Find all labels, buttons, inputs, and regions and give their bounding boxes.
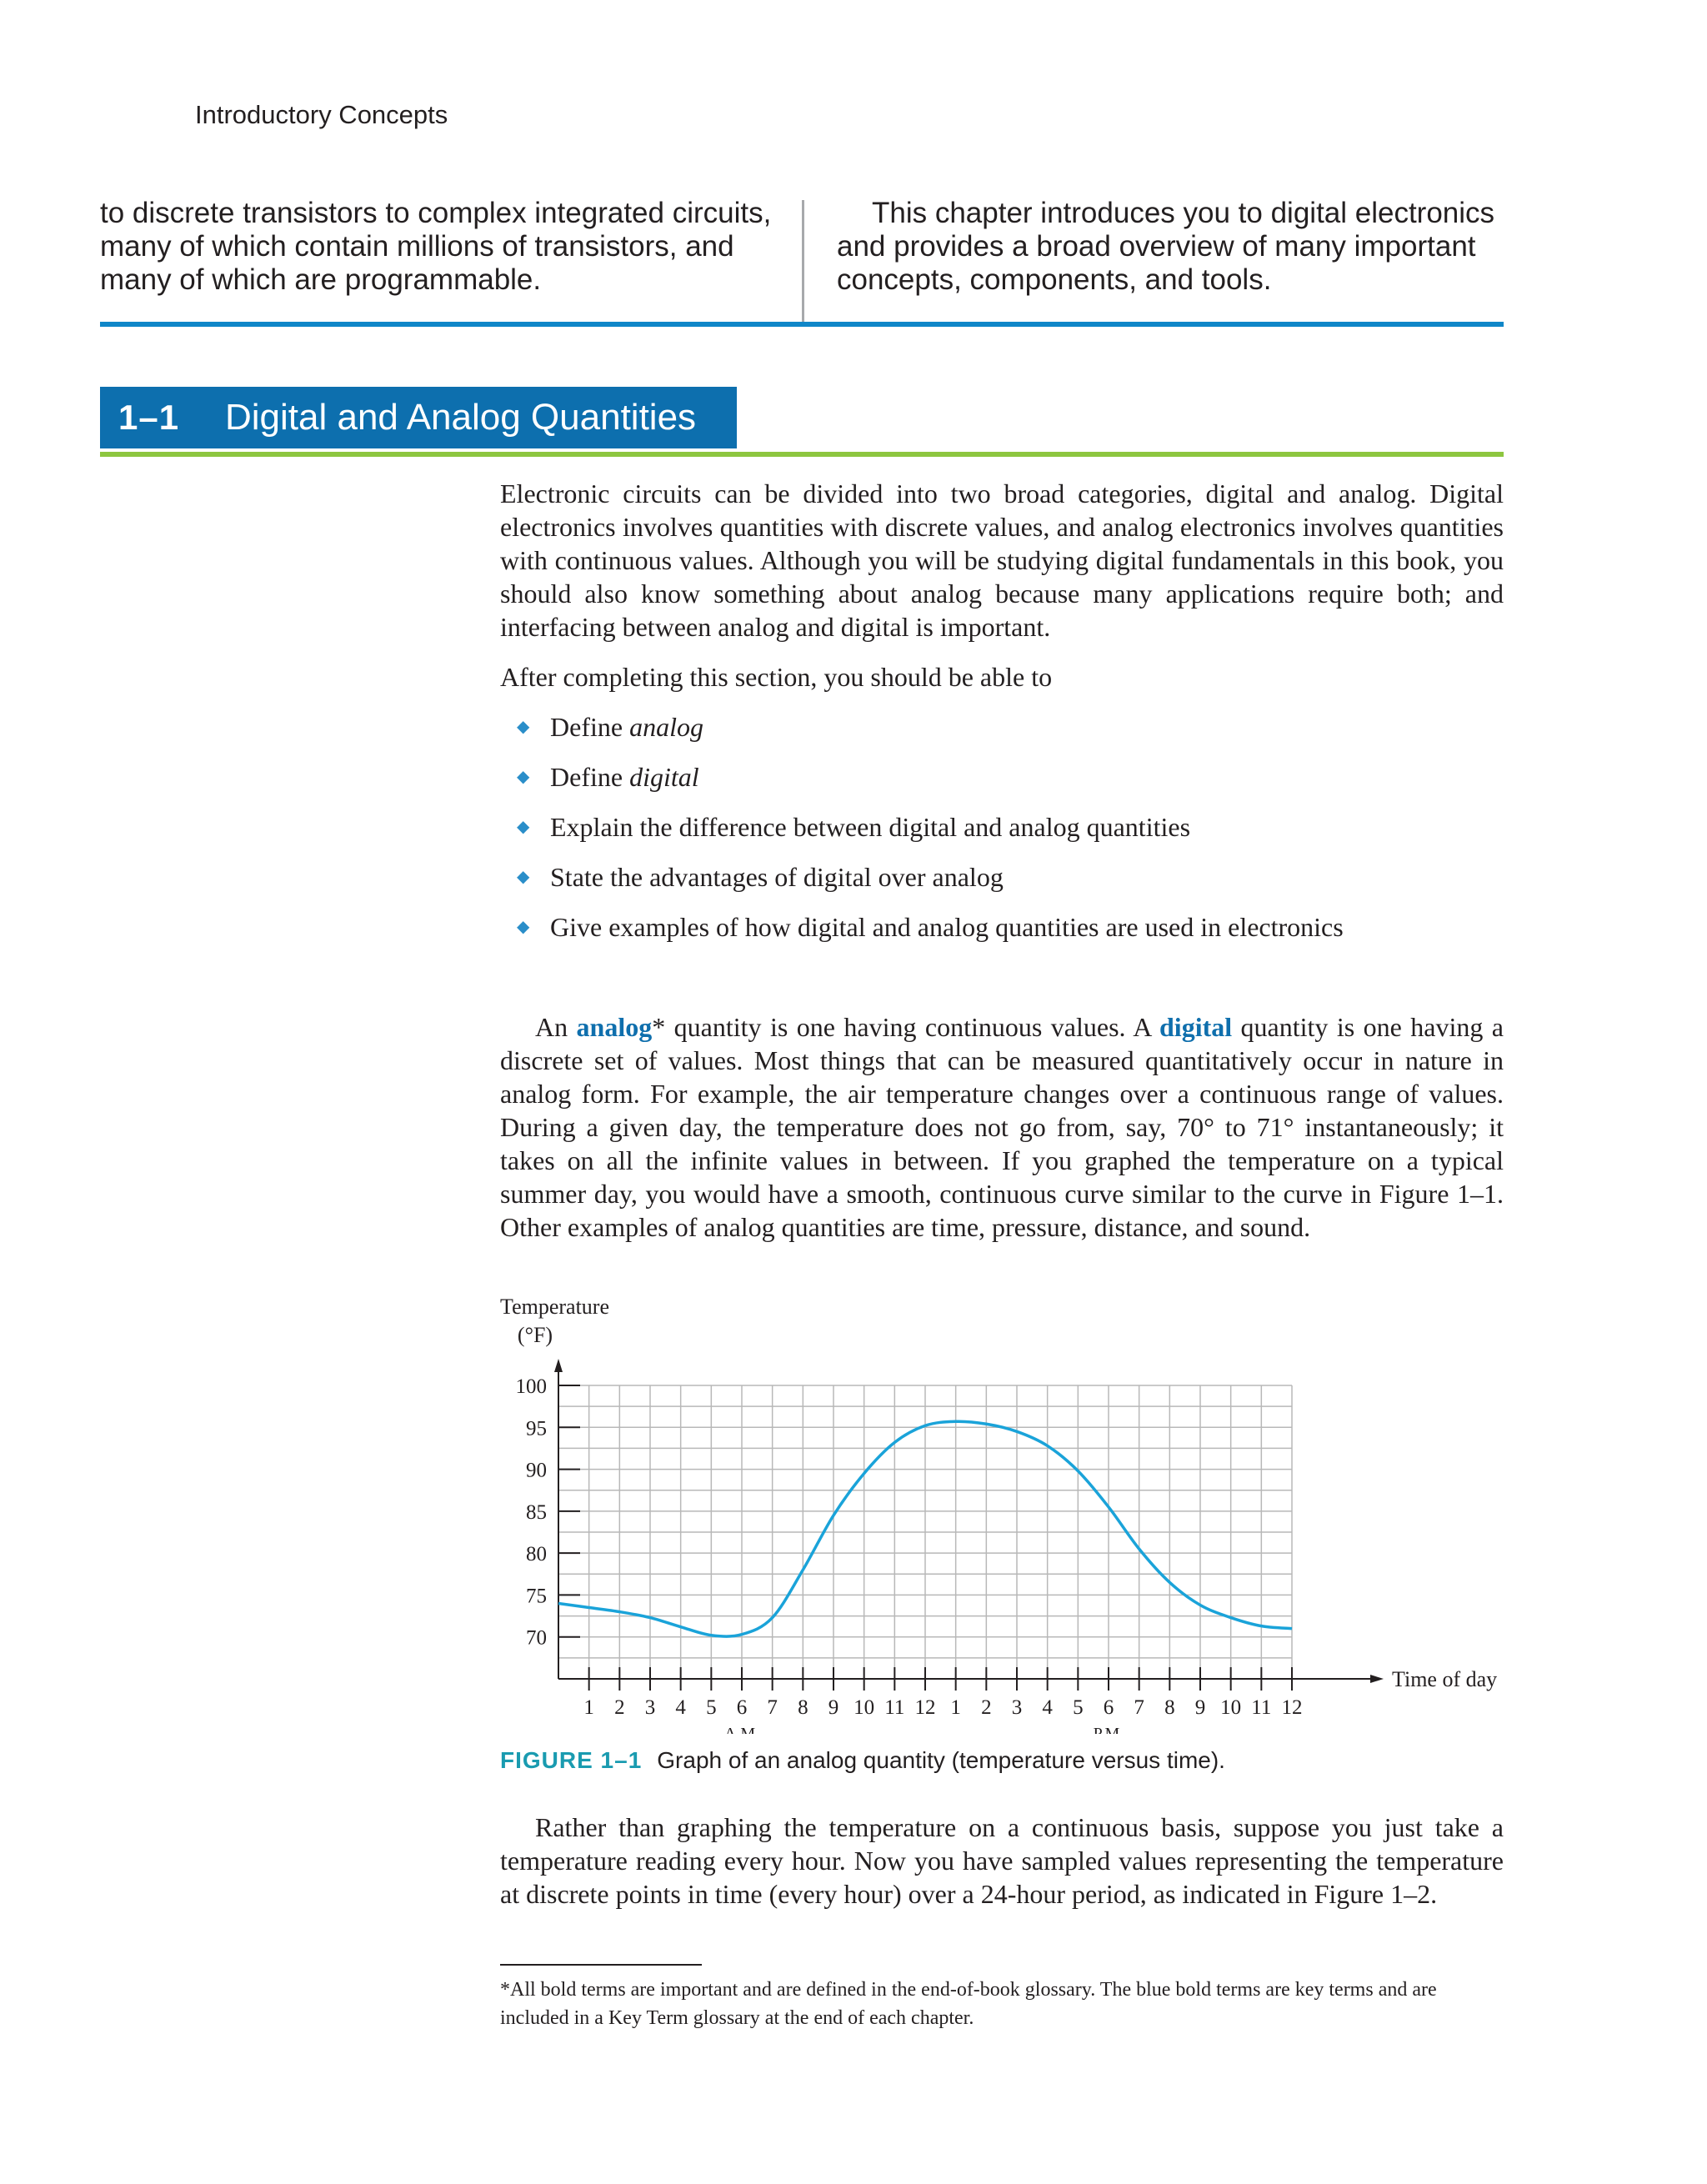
x-tick-label: 9 — [828, 1696, 839, 1719]
y-tick-label: 95 — [526, 1417, 547, 1440]
intro-right-line: and provides a broad overview of many important — [837, 230, 1476, 263]
diamond-bullet-icon: ◆ — [517, 868, 530, 886]
key-term-digital: digital — [1159, 1012, 1233, 1042]
x-tick-label: 12 — [914, 1696, 936, 1719]
diamond-bullet-icon: ◆ — [517, 918, 530, 936]
x-tick-label: 12 — [1281, 1696, 1303, 1719]
diamond-bullet-icon: ◆ — [517, 768, 530, 786]
intro-right-line: This chapter introduces you to digital electronics — [872, 197, 1495, 229]
column-divider — [802, 200, 804, 323]
period-label: A.M. — [723, 1725, 760, 1734]
objectives-intro: After completing this section, you should be able to — [500, 662, 1053, 692]
y-tick-label: 70 — [526, 1626, 547, 1650]
x-tick-label: 11 — [884, 1696, 905, 1719]
intro-left-line: to discrete transistors to complex integrated circuits, — [100, 197, 772, 229]
y-tick-label: 80 — [526, 1543, 547, 1566]
x-tick-label: 7 — [767, 1696, 778, 1719]
footnote-rule — [500, 1964, 702, 1966]
x-tick-label: 11 — [1251, 1696, 1272, 1719]
section-intro-paragraph: Electronic circuits can be divided into two broad categories, digital and analog. Digital electronics involves quantities with discrete values, and analog electronics involves quantities with continuous values. Although you will be studying digital fundamentals in this book, you should also know something about analog because many applications require both; and interfacing between analog and digital is important. — [500, 478, 1504, 642]
x-axis-title: Time of day — [1392, 1667, 1498, 1691]
diamond-bullet-icon: ◆ — [517, 718, 530, 736]
period-label: P.M. — [1093, 1725, 1124, 1734]
y-tick-label: 100 — [515, 1375, 547, 1398]
x-tick-label: 6 — [736, 1696, 748, 1719]
x-tick-label: 10 — [854, 1696, 875, 1719]
figure-caption — [500, 1744, 1225, 1777]
section-title: Digital and Analog Quantities — [225, 397, 697, 438]
x-tick-label: 9 — [1194, 1696, 1206, 1719]
y-tick-label: 75 — [526, 1585, 547, 1608]
x-tick-label: 3 — [1011, 1696, 1023, 1719]
objective-item: ◆ Explain the difference between digital and analog quantities — [517, 810, 1344, 860]
x-tick-label: 6 — [1103, 1696, 1114, 1719]
y-axis-title: Temperature — [500, 1295, 609, 1319]
objectives-list — [517, 710, 1344, 960]
footnote: *All bold terms are important and are defined in the end-of-book glossary. The blue bold terms are key terms and are included in a Key Term glossary at the end of each chapter. — [500, 1979, 1437, 2029]
green-rule — [100, 452, 1504, 457]
x-tick-label: 10 — [1220, 1696, 1242, 1719]
objective-item: ◆ Define analog — [517, 710, 1344, 760]
intro-right-line: concepts, components, and tools. — [837, 263, 1272, 296]
key-term-analog: analog — [576, 1012, 653, 1042]
objective-item: ◆ State the advantages of digital over analog — [517, 860, 1344, 910]
intro-left-column — [100, 197, 783, 297]
x-tick-label: 5 — [706, 1696, 717, 1719]
x-tick-label: 1 — [950, 1696, 961, 1719]
x-tick-label: 3 — [644, 1696, 656, 1719]
figure-1-1 — [497, 1284, 1505, 1738]
objective-item: ◆ Give examples of how digital and analog quantities are used in electronics — [517, 910, 1344, 960]
intro-left-line: many of which are programmable. — [100, 263, 542, 296]
objective-item: ◆ Define digital — [517, 760, 1344, 810]
y-axis-arrow-icon — [554, 1359, 563, 1372]
y-axis-unit: (°F) — [517, 1323, 553, 1347]
x-tick-label: 8 — [798, 1696, 808, 1719]
section-heading — [100, 387, 737, 448]
x-tick-label: 5 — [1073, 1696, 1084, 1719]
blue-rule — [100, 322, 1504, 327]
x-axis-arrow-icon — [1370, 1675, 1384, 1683]
x-tick-label: 8 — [1164, 1696, 1175, 1719]
figure-label: FIGURE 1–1 — [500, 1747, 643, 1773]
x-tick-label: 4 — [675, 1696, 686, 1719]
y-tick-label: 85 — [526, 1500, 547, 1524]
x-tick-label: 1 — [583, 1696, 594, 1719]
x-tick-label: 7 — [1134, 1696, 1144, 1719]
section-number: 1–1 — [118, 398, 180, 437]
intro-left-line: many of which contain millions of transistors, and — [100, 230, 734, 263]
x-tick-label: 2 — [981, 1696, 992, 1719]
running-head: Introductory Concepts — [195, 100, 448, 129]
diamond-bullet-icon: ◆ — [517, 818, 530, 836]
x-tick-label: 4 — [1042, 1696, 1053, 1719]
y-tick-label: 90 — [526, 1459, 547, 1482]
analog-digital-paragraph: An analog* quantity is one having continuous values. A digital quantity is one having a discrete set of values. Most things that can be measured quantitatively occur in nature in analog form. For example, the air temperature changes over a continuous range of values. During a given day, the temperature does not go from, say, 70° to 71° instantaneously; it takes on all the infinite values in between. If you graphed the temperature on a typical summer day, you would have a smooth, continuous curve similar to the curve in Figure 1–1. Other examples of analog quantities are time, pressure, distance, and sound. — [500, 1012, 1504, 1242]
figure-caption-text: Graph of an analog quantity (temperature versus time). — [657, 1747, 1225, 1773]
temperature-chart — [497, 1284, 1505, 1734]
x-tick-label: 2 — [614, 1696, 625, 1719]
sampling-paragraph: Rather than graphing the temperature on a continuous basis, suppose you just take a temperature reading every hour. Now you have sampled values representing the temperature at discrete points in time (every hour) over a 24-hour period, as indicated in Figure 1–2. — [500, 1812, 1504, 1909]
intro-right-column — [837, 197, 1504, 297]
